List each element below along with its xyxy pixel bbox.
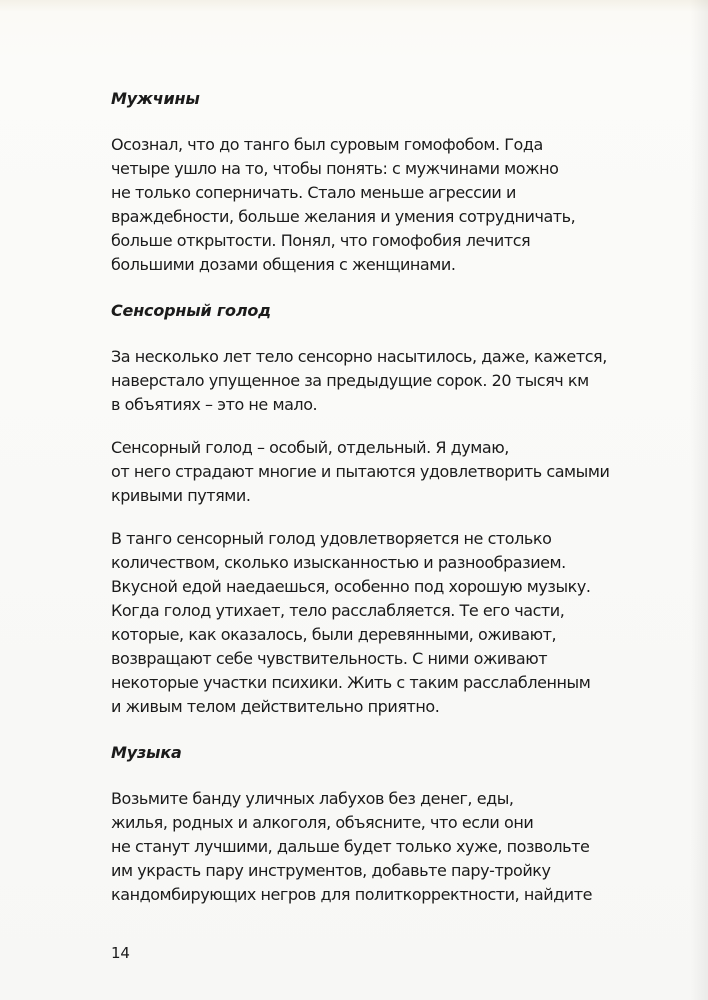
text-line: от него страдают многие и пытаются удовлетворить самыми xyxy=(111,462,610,481)
paragraph xyxy=(111,527,671,719)
text-line: не станут лучшими, дальше будет только хуже, позвольте xyxy=(111,837,590,856)
paragraph xyxy=(111,787,671,907)
paragraph xyxy=(111,345,671,417)
text-line: Когда голод утихает, тело расслабляется. Те его части, xyxy=(111,601,565,620)
text-line: Сенсорный голод – особый, отдельный. Я думаю, xyxy=(111,438,509,457)
text-line: больше открытости. Понял, что гомофобия лечится xyxy=(111,231,531,250)
text-line: четыре ушло на то, чтобы понять: с мужчинами можно xyxy=(111,159,559,178)
section-heading-sensory-hunger: Сенсорный голод xyxy=(111,301,271,320)
text-line: кривыми путями. xyxy=(111,486,251,505)
text-line: Возьмите банду уличных лабухов без денег, еды, xyxy=(111,789,514,808)
text-line: возвращают себе чувствительность. С ними оживают xyxy=(111,649,548,668)
text-line: В танго сенсорный голод удовлетворяется не столько xyxy=(111,529,552,548)
section-heading-men: Мужчины xyxy=(111,89,200,108)
text-line: кандомбирующих негров для политкорректности, найдите xyxy=(111,885,593,904)
text-line: и живым телом действительно приятно. xyxy=(111,697,440,716)
paragraph xyxy=(111,436,671,508)
page-content xyxy=(111,87,671,907)
text-line: Осознал, что до танго был суровым гомофобом. Года xyxy=(111,135,543,154)
text-line: жилья, родных и алкоголя, объясните, что если они xyxy=(111,813,534,832)
text-line: количеством, сколько изысканностью и разнообразием. xyxy=(111,553,566,572)
text-line: некоторые участки психики. Жить с таким расслабленным xyxy=(111,673,591,692)
text-line: большими дозами общения с женщинами. xyxy=(111,255,456,274)
text-line: которые, как оказалось, были деревянными, оживают, xyxy=(111,625,557,644)
text-line: враждебности, больше желания и умения сотрудничать, xyxy=(111,207,576,226)
page-edge-shadow xyxy=(690,0,708,1000)
section-heading-music: Музыка xyxy=(111,743,182,762)
page-number: 14 xyxy=(111,944,130,962)
text-line: Вкусной едой наедаешься, особенно под хорошую музыку. xyxy=(111,577,591,596)
paragraph xyxy=(111,133,671,277)
text-line: им украсть пару инструментов, добавьте пару-тройку xyxy=(111,861,551,880)
text-line: не только соперничать. Стало меньше агрессии и xyxy=(111,183,516,202)
text-line: За несколько лет тело сенсорно насытилось, даже, кажется, xyxy=(111,347,607,366)
text-line: наверстало упущенное за предыдущие сорок. 20 тысяч км xyxy=(111,371,589,390)
text-line: в объятиях – это не мало. xyxy=(111,395,318,414)
